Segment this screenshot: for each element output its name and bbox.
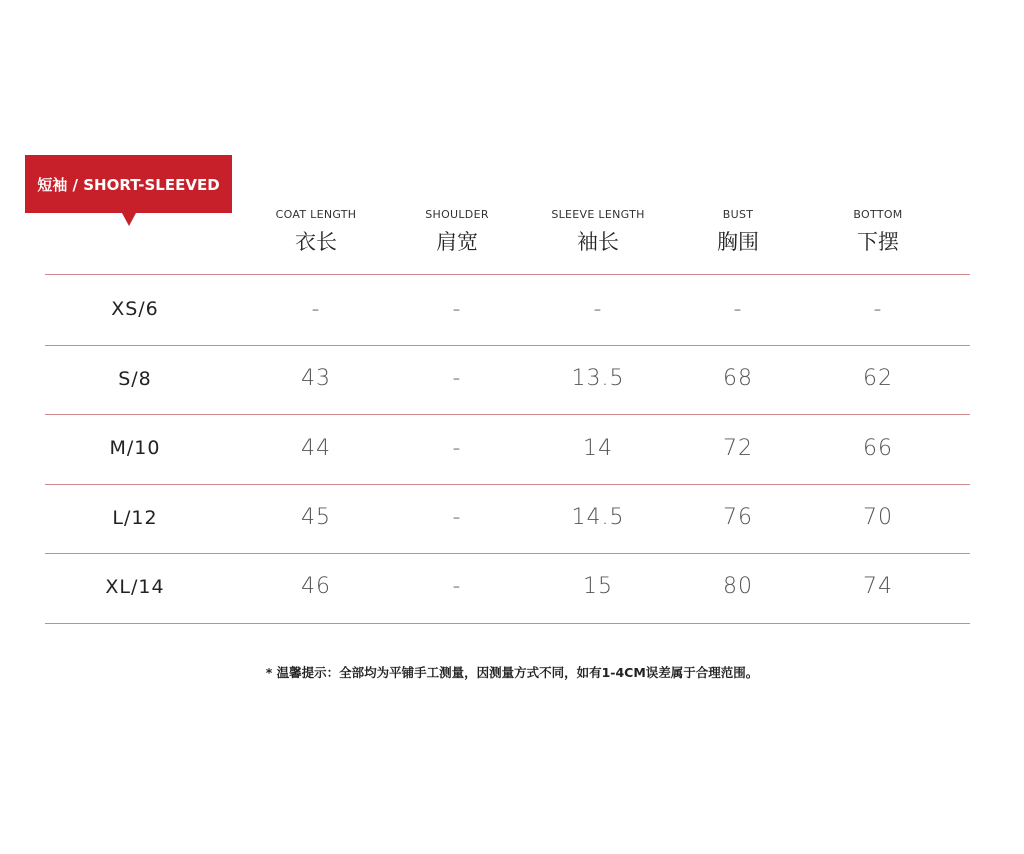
sleeve-length-value: -: [593, 297, 603, 322]
bust-value: 76: [723, 505, 753, 530]
sleeve-length-value: 13.5: [571, 366, 625, 391]
column-header-sleeve-length: [518, 208, 678, 255]
coat-length-value: 46: [301, 574, 331, 599]
column-header-en: SHOULDER: [425, 208, 489, 221]
size-chart-badge: 短袖 / SHORT-SLEEVED: [25, 155, 232, 213]
column-header-bust: [658, 208, 818, 255]
table-divider: [45, 623, 970, 624]
sleeve-length-value: 15: [583, 574, 613, 599]
coat-length-value: 43: [301, 366, 331, 391]
bottom-value: 62: [863, 366, 893, 391]
badge-pointer: [122, 213, 136, 226]
coat-length-value: 44: [301, 436, 331, 461]
column-header-en: SLEEVE LENGTH: [551, 208, 645, 221]
size-label: XL/14: [105, 576, 165, 598]
size-label: L/12: [112, 507, 158, 529]
shoulder-value: -: [452, 366, 462, 391]
measurement-note: * 温馨提示：全部均为平铺手工测量，因测量方式不同，如有1-4CM误差属于合理范围。: [265, 665, 759, 680]
column-header-en: BOTTOM: [853, 208, 903, 221]
table-divider: [45, 414, 970, 415]
table-divider: [45, 484, 970, 485]
size-label: M/10: [109, 437, 161, 459]
shoulder-value: -: [452, 505, 462, 530]
table-divider: [45, 553, 970, 554]
column-header-zh: 下摆: [857, 230, 899, 254]
sleeve-length-value: 14: [583, 436, 613, 461]
bust-value: 72: [723, 436, 753, 461]
bust-value: 80: [723, 574, 753, 599]
size-label: XS/6: [111, 298, 159, 320]
bottom-value: 70: [863, 505, 893, 530]
bust-value: -: [733, 297, 743, 322]
sleeve-length-value: 14.5: [571, 505, 625, 530]
size-label: S/8: [118, 368, 152, 390]
bust-value: 68: [723, 366, 753, 391]
coat-length-value: 45: [301, 505, 331, 530]
column-header-shoulder: [377, 208, 537, 255]
column-header-coat-length: [236, 208, 396, 255]
column-header-zh: 衣长: [295, 230, 337, 254]
column-header-en: BUST: [722, 208, 754, 221]
table-divider: [45, 274, 970, 275]
coat-length-value: -: [311, 297, 321, 322]
column-header-zh: 袖长: [577, 230, 619, 254]
bottom-value: -: [873, 297, 883, 322]
shoulder-value: -: [452, 436, 462, 461]
bottom-value: 74: [863, 574, 893, 599]
column-header-zh: 肩宽: [436, 230, 478, 254]
column-header-en: COAT LENGTH: [275, 208, 357, 221]
shoulder-value: -: [452, 574, 462, 599]
shoulder-value: -: [452, 297, 462, 322]
column-header-zh: 胸围: [717, 230, 759, 254]
table-divider: [45, 345, 970, 346]
bottom-value: 66: [863, 436, 893, 461]
column-header-bottom: [798, 208, 958, 255]
